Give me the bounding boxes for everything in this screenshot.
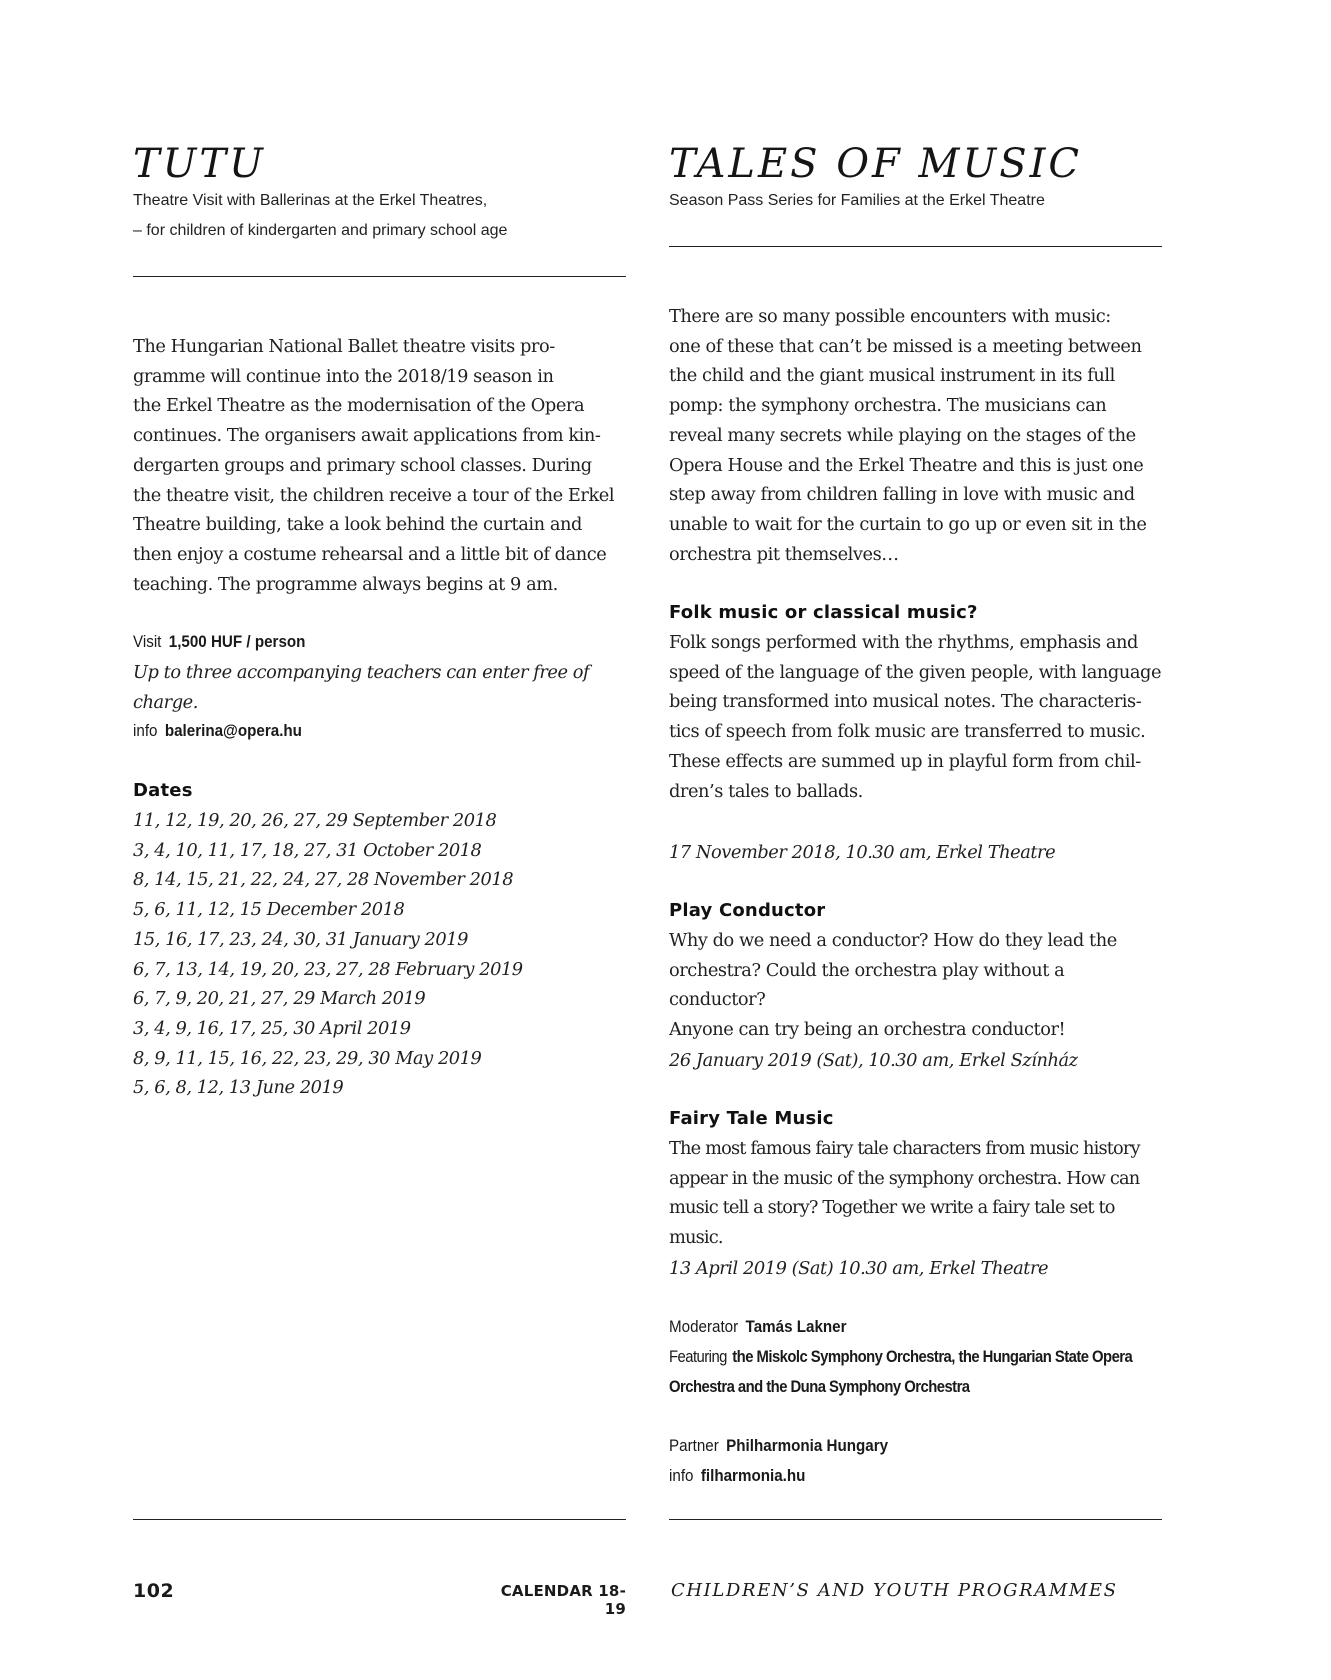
info-website-link[interactable]: filharmonia.hu (700, 1467, 806, 1485)
partner-label: Partner (669, 1437, 719, 1455)
tales-of-music-column (669, 140, 1162, 1485)
body-line: gramme will continue into the 2018/19 season in (133, 365, 554, 387)
date-line: 5, 6, 11, 12, 15 December 2018 (133, 899, 405, 921)
body-line: appear in the music of the symphony orchestra. How can (669, 1167, 1140, 1189)
date-line: 8, 14, 15, 21, 22, 24, 27, 28 November 2018 (133, 869, 514, 891)
tutu-description (133, 332, 626, 599)
body-line: being transformed into musical notes. The characteris- (669, 691, 1142, 713)
body-line: orchestra pit themselves… (669, 543, 899, 565)
tales-subtitle: Season Pass Series for Families at the Erkel Theatre (669, 192, 1045, 209)
date-line: 3, 4, 9, 16, 17, 25, 30 April 2019 (133, 1017, 411, 1039)
event-date: 17 November 2018, 10.30 am, Erkel Theatre (669, 842, 1056, 863)
dates-list (133, 806, 626, 1103)
tales-title: TALES OF MUSIC (669, 141, 1082, 187)
body-line: step away from children falling in love with music and (669, 484, 1135, 506)
tutu-subtitle (133, 186, 626, 246)
tutu-column (133, 140, 626, 1099)
date-line: 8, 9, 11, 15, 16, 22, 23, 29, 30 May 2019 (133, 1047, 482, 1069)
event-heading: Play Conductor (669, 900, 826, 921)
moderator-label: Moderator (669, 1318, 739, 1336)
visit-value: 1,500 HUF / person (168, 633, 306, 651)
tales-info (669, 1462, 1123, 1492)
event-heading: Folk music or classical music? (669, 602, 978, 623)
body-line: the child and the giant musical instrument in its full (669, 365, 1115, 387)
event-date: 13 April 2019 (Sat) 10.30 am, Erkel Theatre (669, 1258, 1049, 1279)
subtitle-line: Theatre Visit with Ballerinas at the Erkel Theatres, (133, 192, 488, 209)
tutu-top-rule (133, 276, 626, 277)
date-line: 5, 6, 8, 12, 13 June 2019 (133, 1077, 344, 1099)
page-number: 102 (133, 1580, 175, 1602)
body-line: then enjoy a costume rehearsal and a little bit of dance (133, 543, 607, 565)
body-line: dergarten groups and primary school classes. During (133, 454, 592, 476)
event-description (669, 628, 1162, 806)
body-line: These effects are summed up in playful form from chil- (669, 750, 1141, 772)
visit-note: Up to three accompanying teachers can enter free of charge. (133, 662, 590, 713)
tales-bottom-rule (669, 1519, 1162, 1520)
body-line: Opera House and the Erkel Theatre and this is just one (669, 454, 1144, 476)
body-line: Why do we need a conductor? How do they lead the (669, 930, 1117, 951)
body-line: music tell a story? Together we write a fairy tale set to music. (669, 1197, 1115, 1249)
body-line: reveal many secrets while playing on the stages of the (669, 424, 1136, 446)
tutu-bottom-rule (133, 1519, 626, 1520)
date-line: 15, 16, 17, 23, 24, 30, 31 January 2019 (133, 928, 468, 950)
date-line: 6, 7, 13, 14, 19, 20, 23, 27, 28 February 2019 (133, 958, 523, 980)
event-description (669, 926, 1162, 1045)
dates-heading: Dates (133, 780, 193, 801)
body-line: continues. The organisers await applications from kin- (133, 425, 601, 447)
body-line: The Hungarian National Ballet theatre visits pro- (133, 336, 555, 357)
body-line: tics of speech from folk music are transferred to music. (669, 721, 1146, 743)
partner-value: Philharmonia Hungary (726, 1437, 889, 1455)
footer-calendar: CALENDAR 18-19 (500, 1582, 626, 1618)
tales-intro (669, 302, 1162, 569)
body-line: There are so many possible encounters with music: (669, 306, 1111, 327)
date-line: 6, 7, 9, 20, 21, 27, 29 March 2019 (133, 988, 426, 1010)
body-line: Folk songs performed with the rhythms, emphasis and (669, 632, 1138, 653)
featuring-credit (669, 1343, 1162, 1402)
event-description (669, 1134, 1162, 1253)
body-line: teaching. The programme always begins at 9 am. (133, 573, 558, 595)
featuring-value: the Miskolc Symphony Orchestra, the Hungarian State Opera Orchestra and the Duna Symphony Orchestra (669, 1348, 1133, 1396)
featuring-label: Featuring (669, 1348, 727, 1366)
body-line: speed of the language of the given people, with language (669, 661, 1162, 683)
info-label: info (133, 722, 158, 740)
visit-label: Visit (133, 633, 162, 651)
date-line: 11, 12, 19, 20, 26, 27, 29 September 2018 (133, 810, 497, 831)
tutu-info (133, 717, 587, 747)
body-line: The most famous fairy tale characters from music history (669, 1138, 1140, 1159)
info-email-link[interactable]: balerina@opera.hu (164, 722, 302, 740)
subtitle-line: – for children of kindergarten and primary school age (133, 222, 508, 239)
tales-top-rule (669, 246, 1162, 247)
body-line: orchestra? Could the orchestra play without a conductor? (669, 959, 1065, 1011)
body-line: Theatre building, take a look behind the curtain and (133, 514, 582, 536)
body-line: one of these that can’t be missed is a meeting between (669, 335, 1142, 357)
event-date: 26 January 2019 (Sat), 10.30 am, Erkel Színház (669, 1050, 1078, 1071)
partner-credit (669, 1432, 1123, 1462)
body-line: Anyone can try being an orchestra conductor! (669, 1019, 1066, 1041)
event-heading: Fairy Tale Music (669, 1108, 834, 1129)
body-line: the Erkel Theatre as the modernisation of the Opera (133, 395, 585, 417)
moderator-value: Tamás Lakner (745, 1318, 847, 1336)
body-line: the theatre visit, the children receive a tour of the Erkel (133, 484, 615, 506)
footer-section-title: CHILDREN’S AND YOUTH PROGRAMMES (671, 1580, 1118, 1601)
body-line: pomp: the symphony orchestra. The musicians can (669, 395, 1107, 417)
moderator-credit (669, 1313, 1123, 1343)
body-line: dren’s tales to ballads. (669, 780, 863, 802)
info-label: info (669, 1467, 694, 1485)
body-line: unable to wait for the curtain to go up or even sit in the (669, 513, 1147, 535)
visit-price (133, 628, 587, 658)
date-line: 3, 4, 10, 11, 17, 18, 27, 31 October 2018 (133, 839, 482, 861)
tutu-title: TUTU (133, 141, 266, 187)
